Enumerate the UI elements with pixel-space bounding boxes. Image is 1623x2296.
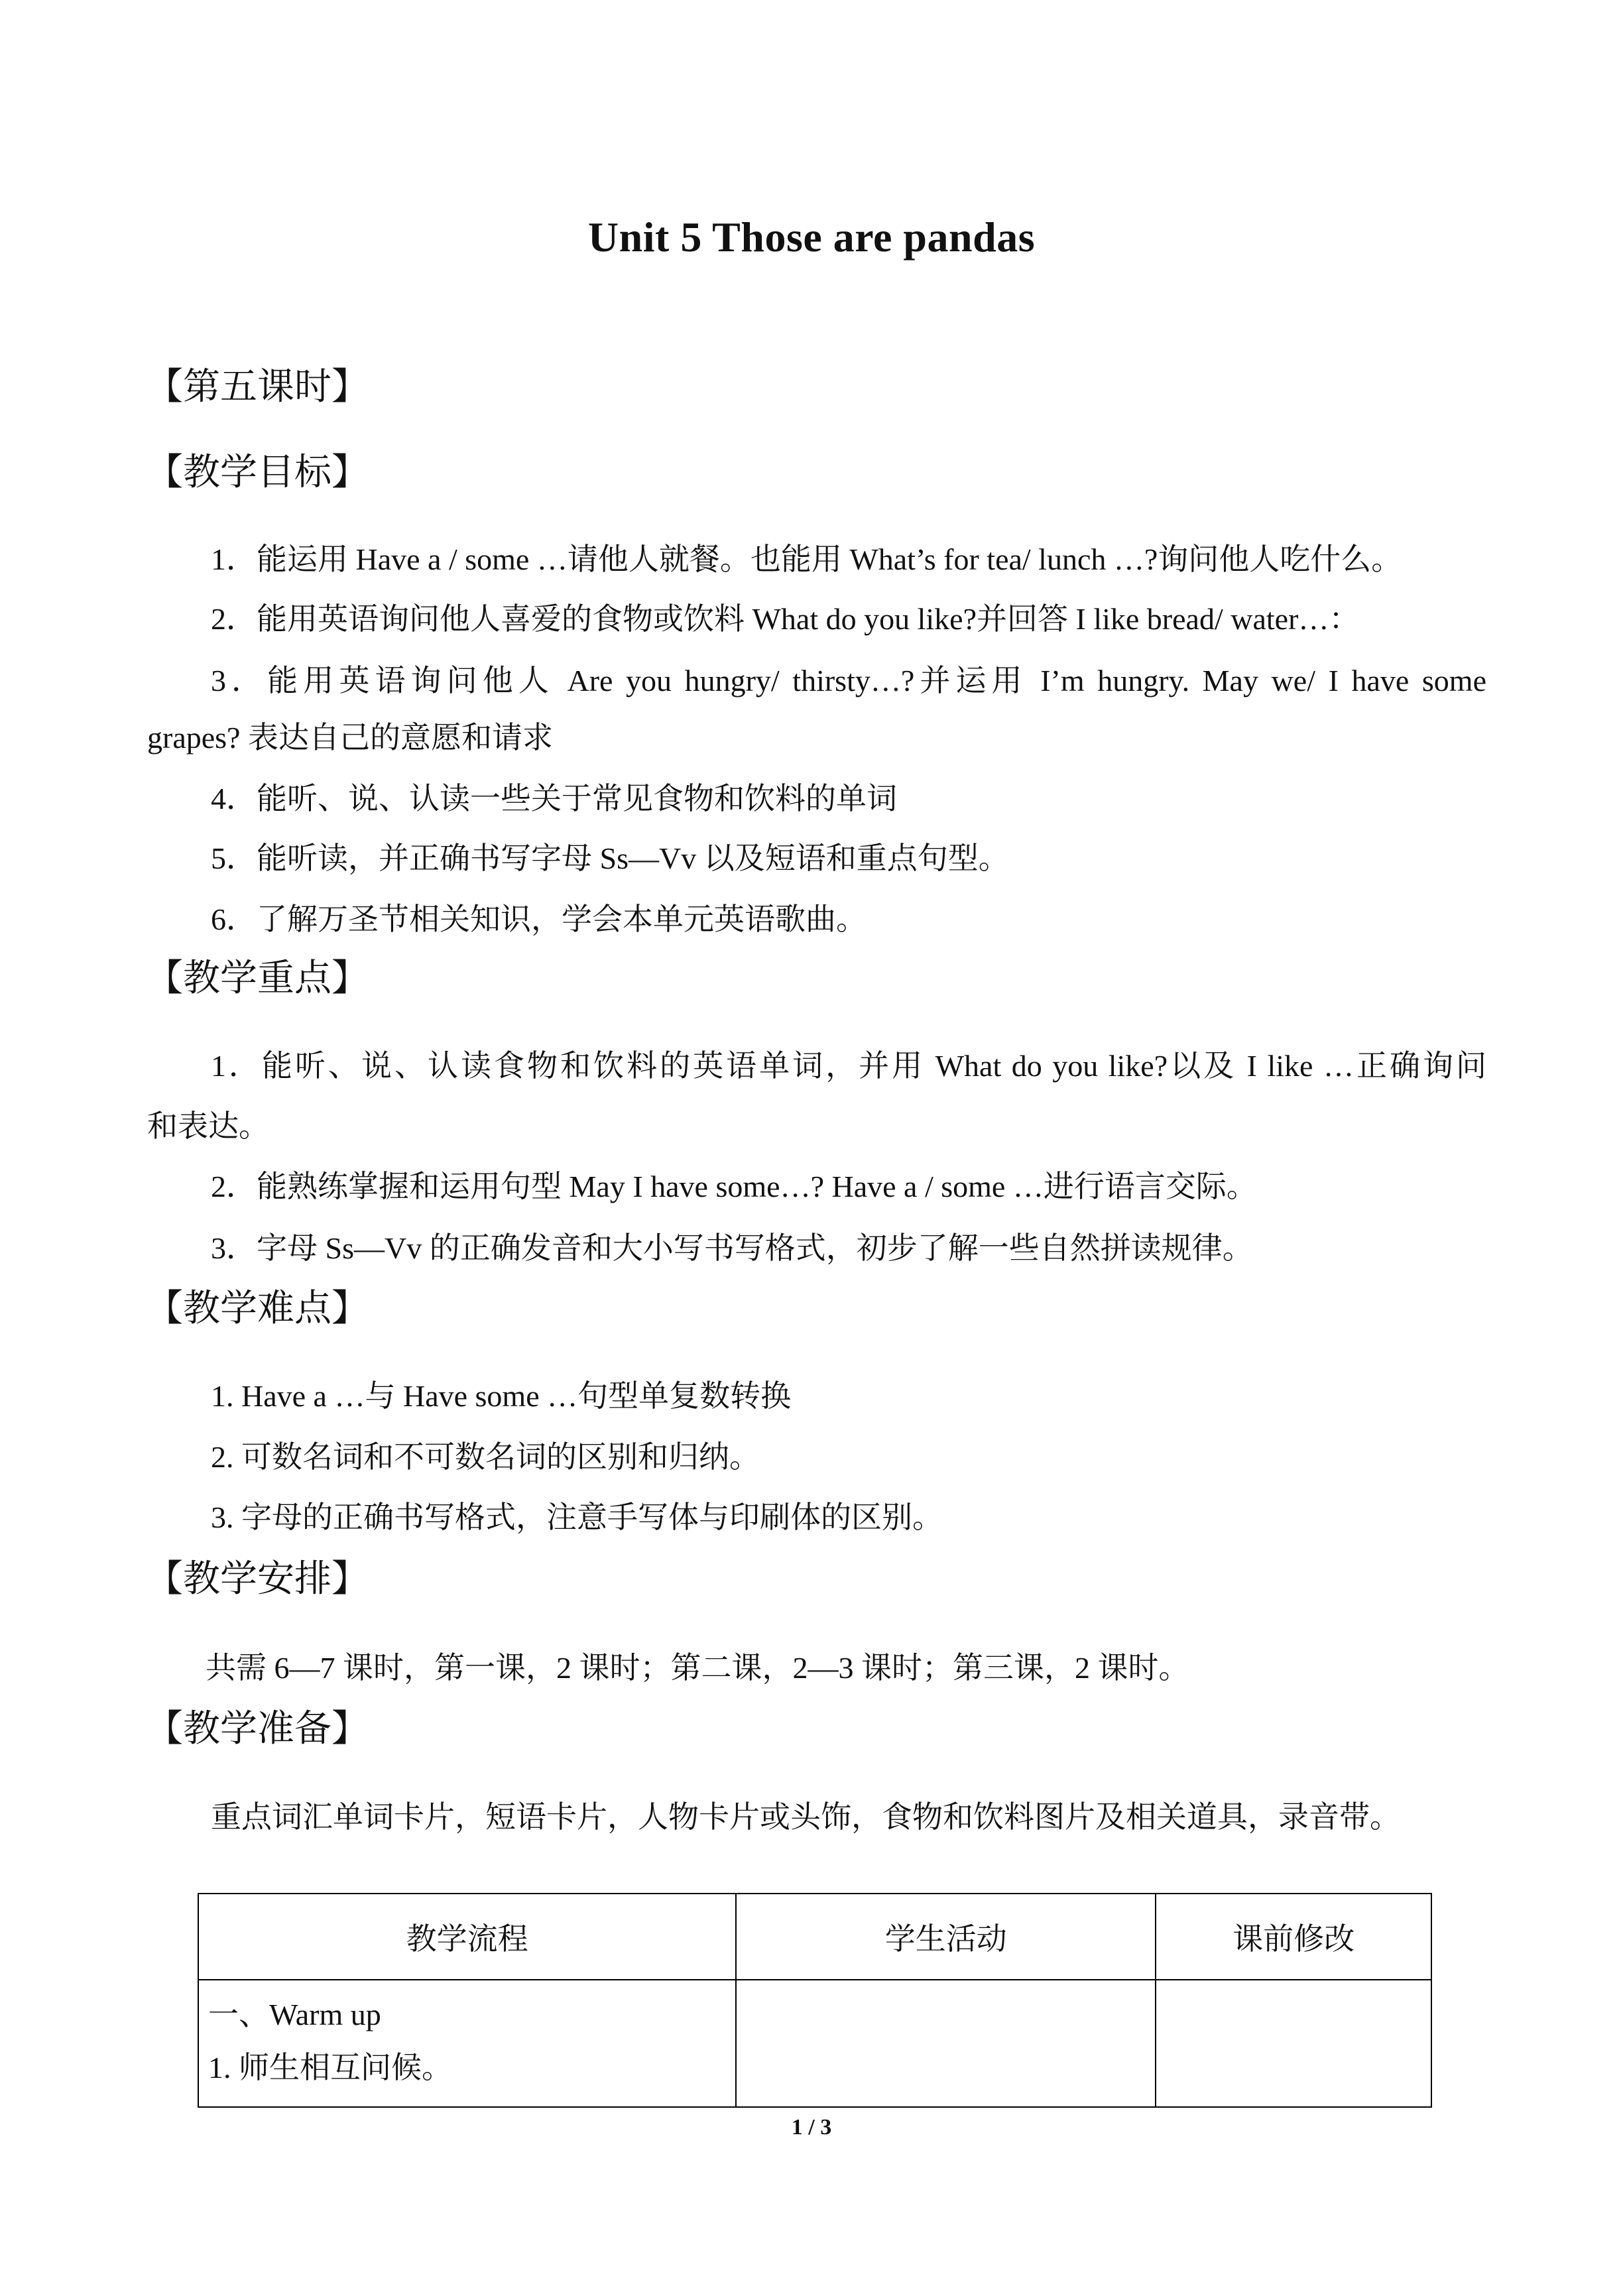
- table-row: [198, 1980, 1431, 2107]
- table-cell-student-activity: [736, 1980, 1156, 2107]
- page-number: 1 / 3: [791, 2115, 832, 2140]
- table-header-student-activity: 学生活动: [736, 1894, 1156, 1980]
- keypoint-line-2: 2．能熟练掌握和运用句型 May I have some…? Have a / some …进行语言交际。: [211, 1170, 1257, 1203]
- objective-line-1: 1．能运用 Have a / some …请他人就餐。也能用 What’s for tea/ lunch …?询问他人吃什么。: [211, 542, 1402, 576]
- keypoint-line-1-continued: 和表达。: [147, 1109, 269, 1143]
- difficulty-line-3: 3. 字母的正确书写格式，注意手写体与印刷体的区别。: [211, 1500, 943, 1534]
- table-header-process: 教学流程: [198, 1894, 736, 1980]
- section-lesson-heading: 【第五课时】: [146, 365, 369, 408]
- table-cell-process: [198, 1980, 736, 2107]
- objective-line-4: 4．能听、说、认读一些关于常见食物和饮料的单词: [211, 782, 897, 816]
- section-keypoints-heading: 【教学重点】: [146, 957, 369, 1000]
- section-difficulties-heading: 【教学难点】: [146, 1287, 369, 1330]
- keypoint-line-1: 1．能听、说、认读食物和饮料的英语单词，并用 What do you like?以及 I like …正确询问: [211, 1049, 1486, 1083]
- objective-line-3: 3．能用英语询问他人 Are you hungry/ thirsty…?并运用 I’m hungry. May we/ I have some: [211, 664, 1486, 697]
- difficulty-line-1: 1. Have a …与 Have some …句型单复数转换: [211, 1379, 792, 1413]
- warm-up-heading: 一、Warm up: [208, 1998, 381, 2031]
- section-arrangement-heading: 【教学安排】: [146, 1557, 369, 1601]
- arrangement-text: 共需 6—7 课时，第一课，2 课时；第二课，2—3 课时；第三课，2 课时。: [206, 1651, 1189, 1685]
- preparation-text: 重点词汇单词卡片，短语卡片，人物卡片或头饰，食物和饮料图片及相关道具，录音带。: [211, 1800, 1400, 1834]
- warm-up-step-1: 1. 师生相互问候。: [208, 2051, 452, 2085]
- table-cell-revision: [1156, 1980, 1431, 2107]
- section-objectives-heading: 【教学目标】: [146, 451, 369, 494]
- objective-line-3-continued: grapes? 表达自己的意愿和请求: [147, 721, 553, 755]
- difficulty-line-2: 2. 可数名词和不可数名词的区别和归纳。: [211, 1440, 760, 1474]
- objective-line-2: 2．能用英语询问他人喜爱的食物或饮料 What do you like?并回答 I like bread/ water…：: [211, 602, 1360, 636]
- keypoint-line-3: 3．字母 Ss—Vv 的正确发音和大小写书写格式，初步了解一些自然拼读规律。: [211, 1231, 1253, 1265]
- document-title: Unit 5 Those are pandas: [587, 213, 1036, 261]
- objective-line-6: 6．了解万圣节相关知识，学会本单元英语歌曲。: [211, 902, 867, 936]
- table-header-revision: 课前修改: [1156, 1894, 1431, 1980]
- section-preparation-heading: 【教学准备】: [146, 1707, 369, 1750]
- teaching-flow-table: [198, 1893, 1432, 2108]
- table-header-row: [198, 1894, 1431, 1980]
- objective-line-5: 5．能听读，并正确书写字母 Ss—Vv 以及短语和重点句型。: [211, 841, 1009, 875]
